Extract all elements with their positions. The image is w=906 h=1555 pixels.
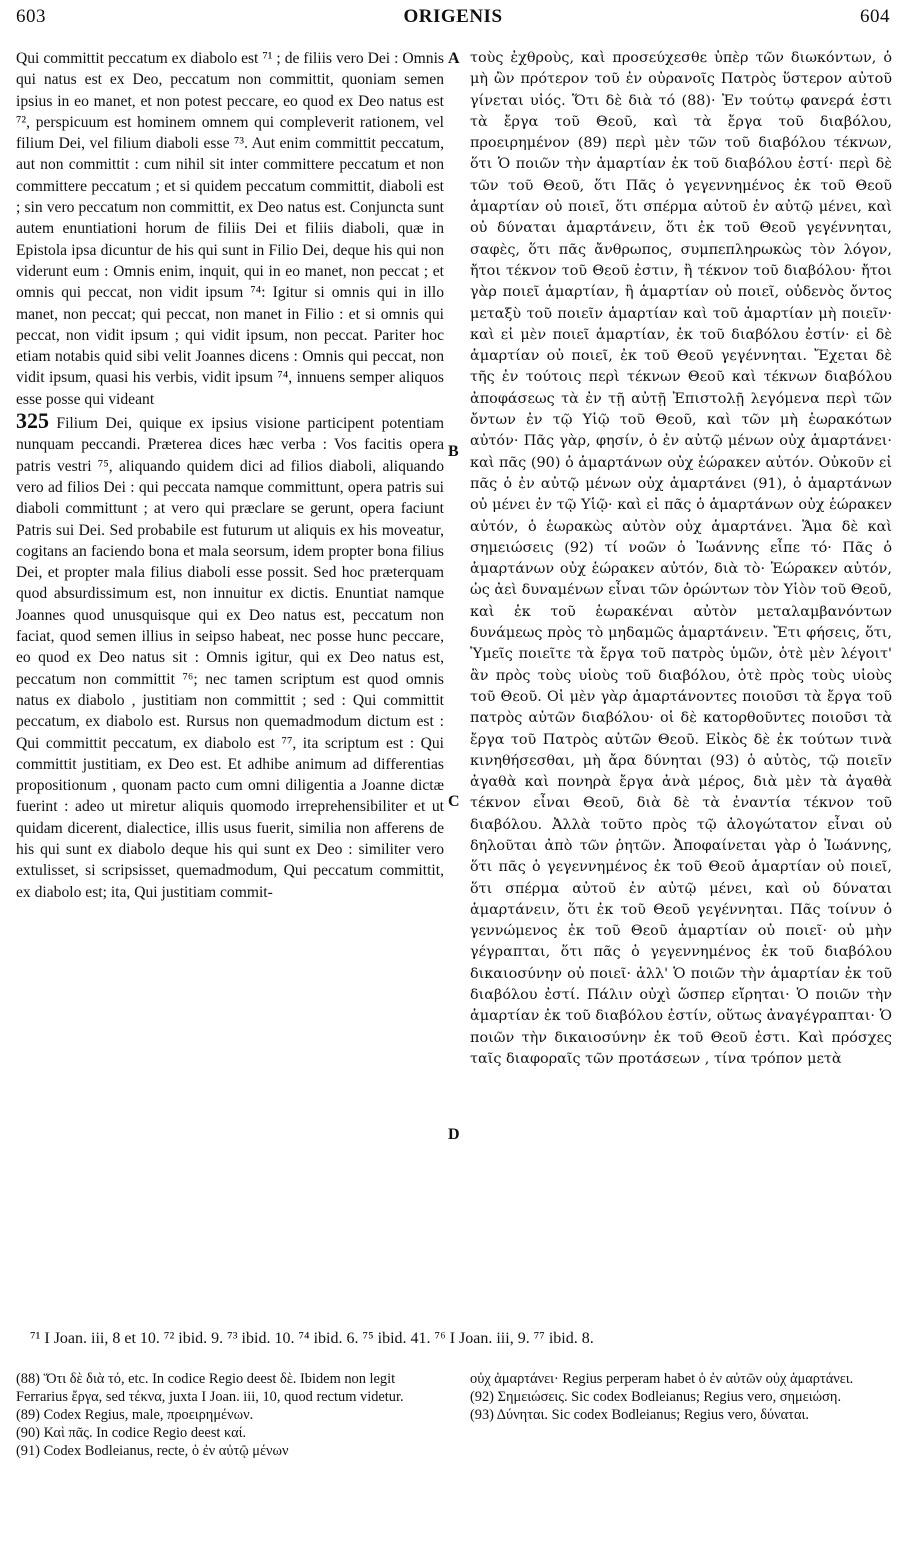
latin-paragraph-1: Qui committit peccatum ex diabolo est ⁷¹ ; de filiis vero Dei : Omnis qui natus est ex Deo, peccatum non committit, quoniam semen ipsius in eo manet, et non potest peccare, eo quod ex Deo natus est ⁷², perspicuum est hominem omnem qui compleverit rationem, vel filium Dei, vel filium diaboli esse ⁷³. Aut enim committit peccatum, aut non committit : cum nihil sit inter committere peccatum et non committere peccatum ; et si quidem peccatum committit, diaboli est ; sin vero peccatum non committit, ex Deo natus est. Conjuncta sunt autem enuntiationi horum de filiis Dei et filiis diaboli, quæ in Epistola ipsa dicuntur de his qui sunt in Filio Dei, deque his qui non viderunt eum : Omnis enim, inquit, qui in eo manet, non peccat ; et omnis qui peccat, non vidit ipsum ⁷⁴: Igitur si omnis qui in illo manet, non peccat; qui peccat, non manet in Filio : et si omnis qui peccat, non vidit ipsum ; qui vidit ipsum, non peccat. Pariter hoc etiam notabis quid sibi velit Joannes dicens : Omnis qui peccat, non vidit ipsum, quasi his verbis, vidit ipsum ⁷⁴, innuens semper aliquos esse posse qui videant [16,50,444,408]
latin-paragraph-2 [16,410,444,903]
right-page-number: 604 [860,6,890,27]
footnotes-right [470,1370,892,1424]
margin-letter-a: A [448,50,460,67]
greek-column [470,48,892,1313]
margin-letters [446,48,466,1313]
footnote: οὐχ ἁμαρτάνει· Regius perperam habet ὁ ἐν αὐτῶν οὐχ ἁμαρτάνει. [470,1371,854,1387]
margin-letter-b: B [448,443,459,460]
greek-text: τοὺς ἐχθροὺς, καὶ προσεύχεσθε ὑπὲρ τῶν διωκόντων, ὁ μὴ ὢν πρότερον τοῦ ἐν οὐρανοῖς Πατρὸς ὕστερον αὐτοῦ γίνεται υἱός. Ὅτι δὲ διὰ τό (88)· Ἐν τούτῳ φανερά ἐστι τὰ ἔργα τοῦ Θεοῦ, καὶ τὰ ἔργα τοῦ διαβόλου, προειρημένον (89) περὶ μὲν τῶν τοῦ διαβόλου τέκνων, ὅτι Ὁ ποιῶν τὴν ἁμαρτίαν ἐκ τοῦ διαβόλου ἐστί· περὶ δὲ τῶν τοῦ Θεοῦ, ὅτι Πᾶς ὁ γεγεννημένος ἐκ τοῦ Θεοῦ ἁμαρτίαν οὐ ποιεῖ, ὅτι σπέρμα αὐτοῦ ἐν αὐτῷ μένει, καὶ οὐ δύναται ἁμαρτάνειν, ὅτι ἐκ τοῦ Θεοῦ γεγέννηται, σαφὲς, ὅτι πᾶς ἄνθρωπος, συμπεπληρωκὼς τὸν λόγον, ἤτοι τέκνον τοῦ Θεοῦ ἐστιν, ἢ τέκνον τοῦ διαβόλου· ἤτοι γὰρ ποιεῖ ἁμαρτίαν, ἢ ἁμαρτίαν οὐ ποιεῖ, οὐδενὸς ὄντος μεταξὺ τοῦ ποιεῖν ἁμαρτίαν καὶ τοῦ ἁμαρτίαν μὴ ποιεῖν· καὶ εἰ μὲν ποιεῖ ἁμαρτίαν, ἐκ τοῦ διαβόλου ἐστίν· εἰ δὲ ἁμαρτίαν οὐ ποιεῖ, ἐκ τοῦ Θεοῦ γεγέννηται. Ἔχεται δὲ τῆς ἐν τούτοις περὶ τέκνων Θεοῦ καὶ τέκνων διαβόλου ἀποφάσεως τὰ ἐν τῇ αὐτῇ Ἐπιστολῇ λεγόμενα περὶ τῶν ὄντων ἐν τῷ Υἱῷ τοῦ Θεοῦ, καὶ τῶν μὴ ἑωρακότων αὐτόν· Πᾶς γὰρ, φησίν, ὁ ἐν αὐτῷ μένων οὐχ ἁμαρτάνει· καὶ πᾶς (90) ὁ ἁμαρτάνων οὐχ ἑώρακεν αὐτόν. Οὐκοῦν εἰ πᾶς ὁ ἐν αὐτῷ μένων οὐχ ἁμαρτάνει (91), ὁ ἁμαρτάνων οὐ μένει ἐν τῷ Υἱῷ· καὶ εἰ πᾶς ὁ ἁμαρτάνων οὐχ ἑώρακεν αὐτόν, ὁ ἑωρακὼς αὐτὸν οὐχ ἁμαρτάνει. Ἅμα δὲ καὶ σημειώσεις (92) τί νοῶν ὁ Ἰωάννης εἶπε τό· Πᾶς ὁ ἁμαρτάνων οὐχ ἑώρακεν αὐτόν, διὰ τὸ· Ἑώρακεν αὐτόν, ὡς ἀεὶ δυναμένων εἶναι τῶν ὁρώντων τὸν Υἱὸν τοῦ Θεοῦ, καὶ ἐκ τοῦ ἑωρακέναι αὐτὸν μεταλαμβανόντων δυνάμεως πρὸς τὸ μηδαμῶς ἁμαρτάνειν. Ἔτι φήσεις, ὅτι, Ὑμεῖς ποιεῖτε τὰ ἔργα τοῦ πατρὸς ὑμῶν, ὁτὲ μὲν λέγοιτ' ἂν πρὸς τοὺς υἱοὺς τοῦ διαβόλου, ὁτὲ πρὸς τοὺς υἱοὺς τοῦ Θεοῦ. Οἱ μὲν γὰρ ἁμαρτάνοντες ποιοῦσι τὰ ἔργα τοῦ πατρὸς αὐτῶν διαβόλου· οἱ δὲ κατορθοῦντες ποιοῦσι τὰ ἔργα τοῦ Πατρὸς αὐτῶν Θεοῦ. Εἰκὸς δὲ ἐκ τούτων τινὰ κινηθήσεσθαι, μὴ ἄρα δύνηται (93) ὁ αὐτὸς, τῷ ποιεῖν ἀγαθὰ καὶ πονηρὰ ἔργα ἀνὰ μέρος, διὰ μὲν τὰ ἀγαθὰ τέκνον εἶναι Θεοῦ, διὰ δὲ τὰ ἐναντία τέκνον τοῦ διαβόλου. Ἀλλὰ τοῦτο πρὸς τῷ ἀλογώτατον εἶναι οὐ δηλοῦται ἀπὸ τῶν ῥητῶν. Ἀποφαίνεται γὰρ ὁ Ἰωάννης, ὅτι πᾶς ὁ γεγεννημένος ἐκ τοῦ Θεοῦ ἁμαρτίαν οὐ ποιεῖ, ὅτι σπέρμα αὐτοῦ ἐν αὐτῷ μένει, καὶ οὐ δύναται ἁμαρτάνειν, ὅτι ἐκ τοῦ Θεοῦ γεγέννηται. Πᾶς τοίνυν ὁ γεννώμενος ἐκ τοῦ Θεοῦ ἁμαρτίαν οὐ ποιεῖ· οὐ μὴν γέγραπται, ὅτι πᾶς ὁ γεγεννημένος ἐκ τοῦ διαβόλου δικαιοσύνην οὐ ποιεῖ· ἀλλ' Ὁ ποιῶν τὴν ἁμαρτίαν ἐκ τοῦ διαβόλου ἐστί. Πάλιν οὐχὶ ὥσπερ εἴρηται· Ὁ ποιῶν τὴν ἁμαρτίαν ἐκ τοῦ διαβόλου ἐστίν, οὕτως ἀναγέγραπται· Ὁ ποιῶν τὴν δικαιοσύνην ἐκ τοῦ Θεοῦ ἐστι. Καὶ πρόσχες ταῖς διαφοραῖς τῶν προτάσεων , τίνα τρόπον μετὰ [470,50,892,1067]
footnote: (88) Ὅτι δὲ διὰ τό, etc. In codice Regio deest δὲ. Ibidem non legit Ferrarius ἔργα, sed τέκνα, juxta I Joan. iii, 10, quod rectum videtur. [16,1371,404,1405]
running-title: ORIGENIS [403,6,503,27]
footnote: (91) Codex Bodleianus, recte, ὁ ἐν αὐτῷ μένων [16,1443,289,1459]
footnote: (90) Καὶ πᾶς. In codice Regio deest καί. [16,1425,247,1441]
footnote: (93) Δύνηται. Sic codex Bodleianus; Regius vero, δύναται. [470,1407,809,1423]
latin-paragraph-2-text: Filium Dei, quique ex ipsius visione participent potentiam nunquam peccandi. Præterea dices hæc verba : Vos facitis opera patris vestri ⁷⁵, aliquando quidem dici ad filios diaboli, aliquando vero ad filios Dei : qui peccata namque committunt, opera patris sui diaboli committunt ; at vero qui præclare se gerunt, opera faciunt Patris sui Dei. Sed probabile est futurum ut aliquis ex his moveatur, cogitans an faciendo bona et mala seorsum, idem propter bona filius Dei, et propter mala filius diaboli esse possit. Sed hoc præterquam quod absurdissimum est, non innuitur ex dictis. Enuntiat namque Joannes quod unusquisque qui ex Deo natus est, peccatum non faciat, quod semen illius in seipso habeat, nec posse hunc peccare, eo quod ex Deo natus sit : Omnis igitur, qui ex Deo natus est, peccatum non committit ⁷⁶; nec tamen scriptum est quod omnis natus ex diabolo , justitiam non committit ; sed : Qui committit peccatum, ex diabolo est. Rursus non quemadmodum dictum est : Qui committit peccatum, ex diabolo est ⁷⁷, ita scriptum est : Qui committit justitiam, ex Deo est. Et adhibe animum ad differentias propositionum , quonam pacto cum omni diligentia a Joanne dictæ fuerint : adeo ut miretur aliquis quomodo irreprehensibiliter et ut quidam dicerent, dialectice, illis usus fuerit, similia non afferens de his qui sunt ex diabolo deque his qui sunt ex Deo : similiter vero extulisset, si scripsisset, quemadmodum, Qui peccatum committit, ex diabolo est; ita, Qui justitiam commit- [16,415,444,901]
latin-column [16,48,444,1313]
footnote: (92) Σημειώσεις. Sic codex Bodleianus; Regius vero, σημειώση. [470,1389,842,1405]
footnotes-left [16,1370,444,1460]
scripture-references: ⁷¹ I Joan. iii, 8 et 10. ⁷² ibid. 9. ⁷³ ibid. 10. ⁷⁴ ibid. 6. ⁷⁵ ibid. 41. ⁷⁶ I Joan. iii, 9. ⁷⁷ ibid. 8. [30,1330,594,1347]
margin-letter-d: D [448,1126,460,1143]
migne-page-marker: 325 [16,408,49,434]
margin-letter-c: C [448,793,460,810]
footnote: (89) Codex Regius, male, προειρημένων. [16,1407,254,1423]
left-page-number: 603 [16,6,46,27]
page-header [16,6,890,32]
